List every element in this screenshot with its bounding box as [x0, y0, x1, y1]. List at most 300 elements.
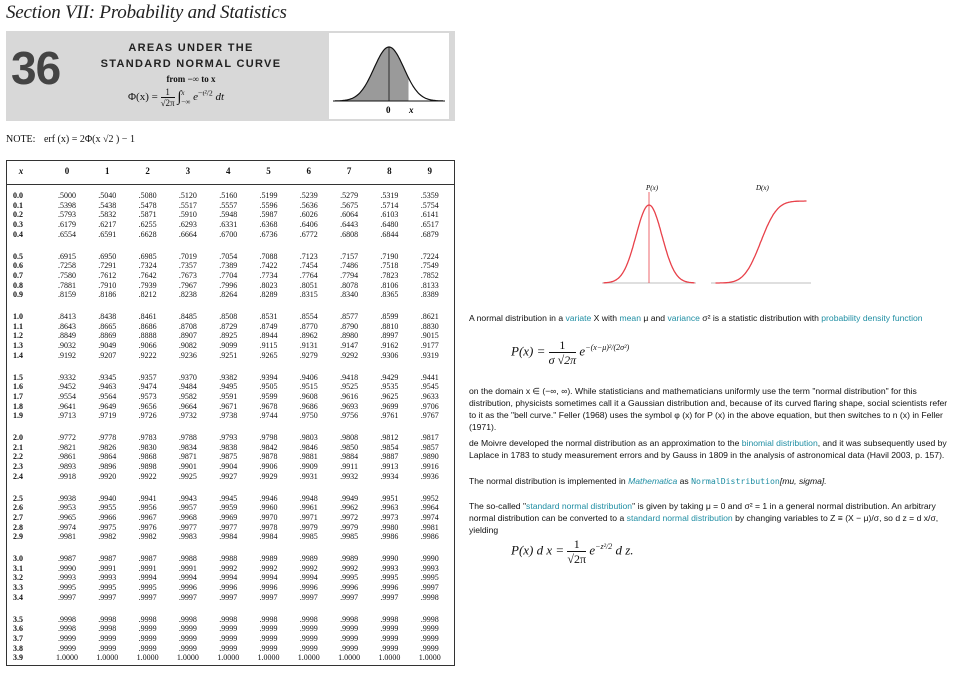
table-cell: .9850: [340, 442, 359, 452]
table-cell: .9968: [178, 512, 197, 522]
table-cell: .9974: [420, 512, 439, 522]
row-z-label: 1.2: [13, 331, 23, 341]
table-cell: .9265: [259, 350, 278, 360]
table-cell: .9599: [259, 391, 278, 401]
table-cell: .8599: [380, 312, 399, 321]
p3-text-a: de Moivre developed the normal distribution as an approximation to the: [469, 438, 742, 448]
table-cell: .8078: [340, 280, 359, 290]
table-cell: .9966: [98, 512, 117, 522]
pdf-formula-fraction: [549, 338, 577, 367]
table-cell: .9032: [58, 341, 76, 351]
table-cell: .8212: [138, 290, 157, 300]
table-cell: .8962: [299, 331, 318, 341]
table-cell: .9978: [259, 522, 278, 532]
table-cell: .5948: [219, 210, 238, 220]
table-cell: .9222: [138, 350, 157, 360]
table-cell: .9999: [259, 633, 278, 643]
row-z-label: 0.0: [13, 191, 23, 200]
table-cell: .5675: [340, 200, 359, 210]
table-cell: .9999: [259, 643, 278, 653]
table-cell: .7642: [138, 270, 157, 280]
std-formula-exp: −z²/2: [595, 542, 613, 552]
table-cell: .9999: [380, 643, 399, 653]
table-cell: .7258: [58, 261, 76, 271]
table-cell: .9920: [98, 471, 117, 481]
table-cell: .7852: [420, 270, 439, 280]
banner-formula: [128, 87, 224, 108]
table-cell: .9994: [219, 573, 238, 583]
table-cell: .5910: [178, 210, 197, 220]
table-cell: .9989: [340, 554, 359, 563]
table-cell: .5793: [58, 210, 76, 220]
row-z-label: 0.7: [13, 270, 23, 280]
table-cell: .9999: [340, 633, 359, 643]
table-cell: .8749: [259, 321, 278, 331]
table-cell: .9993: [98, 573, 117, 583]
table-cell: .9778: [98, 433, 117, 442]
table-cell: .6179: [58, 220, 76, 230]
table-cell: .7794: [340, 270, 359, 280]
normaldistribution-link[interactable]: NormalDistribution: [691, 476, 780, 486]
table-cell: .9686: [299, 401, 318, 411]
table-cell: .6950: [98, 251, 117, 261]
table-cell: .9998: [98, 624, 117, 634]
table-cell: .9772: [58, 433, 76, 442]
table-cell: .9812: [380, 433, 399, 442]
table-cell: .5438: [98, 200, 117, 210]
table-cell: .9997: [178, 592, 197, 602]
row-z-label: 1.5: [13, 372, 23, 382]
table-cell: .9922: [138, 471, 157, 481]
table-cell: .7518: [380, 261, 399, 271]
table-cell: .6879: [420, 229, 439, 239]
table-cell: .9207: [98, 350, 117, 360]
table-cell: .9884: [340, 452, 359, 462]
table-cell: .9999: [259, 624, 278, 634]
table-cell: .9945: [219, 493, 238, 503]
table-cell: .9463: [98, 382, 117, 392]
pdf-formula-den: σ √2π: [548, 353, 577, 367]
table-cell: .5398: [58, 200, 76, 210]
table-cell: .9798: [259, 433, 278, 442]
table-cell: .5636: [299, 200, 318, 210]
table-cell: .9997: [259, 592, 278, 602]
table-cell: .9608: [299, 391, 318, 401]
table-cell: .6554: [58, 229, 76, 239]
table-cell: .9998: [58, 614, 76, 624]
table-cell: .9868: [138, 452, 157, 462]
banner-title-line2: STANDARD NORMAL CURVE: [100, 58, 282, 70]
header-col-7: 7: [346, 166, 352, 176]
row-z-label: 1.7: [13, 391, 23, 401]
table-cell: .9957: [178, 503, 197, 513]
table-cell: .8186: [98, 290, 117, 300]
p1-text-c: μ and: [640, 313, 668, 323]
table-cell: .9147: [340, 341, 359, 351]
table-cell: .7734: [259, 270, 278, 280]
row-z-label: 0.8: [13, 280, 23, 290]
table-cell: .9706: [420, 401, 439, 411]
row-z-label: 2.1: [13, 442, 23, 452]
row-z-label: 0.5: [13, 251, 23, 261]
table-cell: .9998: [138, 614, 157, 624]
table-cell: .9767: [420, 411, 439, 421]
table-cell: .6103: [380, 210, 399, 220]
table-cell: .9474: [138, 382, 157, 392]
table-cell: .5596: [259, 200, 278, 210]
table-cell: .5160: [219, 191, 238, 200]
header-col-8: 8: [387, 166, 392, 176]
table-cell: .9999: [299, 643, 318, 653]
table-cell: .9996: [299, 583, 318, 593]
table-cell: .9983: [178, 532, 197, 542]
table-cell: .8686: [138, 321, 157, 331]
table-cell: .9956: [138, 503, 157, 513]
paragraph-domain: on the domain x ∈ (−∞, ∞). While statisticians and mathematicians uniformly use the term "normal distribution" for this distribution, physicists sometimes call it a Gaussian distribution and, because of its curved flaring shape, social scientists refer to it as the "bell curve." Feller (1968) uses the symbol φ (x) for P (x) in the above equation, but then switches to n (x) in Feller (1971).: [469, 386, 948, 432]
table-cell: .9964: [420, 503, 439, 513]
table-cell: .9955: [98, 503, 117, 513]
table-cell: .7190: [380, 251, 399, 261]
table-cell: .7823: [380, 270, 399, 280]
table-cell: .9525: [340, 382, 359, 392]
table-cell: .9875: [219, 452, 238, 462]
table-cell: .9495: [219, 382, 238, 392]
table-cell: .9980: [380, 522, 399, 532]
formula-denominator: √2π: [160, 98, 175, 108]
table-cell: .5080: [138, 191, 157, 200]
std-formula-dz: d z.: [615, 542, 634, 558]
table-cell: .8708: [178, 321, 197, 331]
table-cell: .9997: [380, 592, 399, 602]
row-z-label: 2.9: [13, 532, 23, 542]
table-cell: .9927: [219, 471, 238, 481]
row-z-label: 1.9: [13, 411, 23, 421]
table-cell: .9981: [58, 532, 76, 542]
row-z-label: 0.4: [13, 229, 23, 239]
table-cell: .9998: [58, 624, 76, 634]
paragraph-standard: [469, 500, 949, 536]
section-title: Section VII: Probability and Statistics: [6, 2, 287, 23]
table-cell: .9452: [58, 382, 76, 392]
table-cell: .6217: [98, 220, 117, 230]
table-cell: .9999: [380, 633, 399, 643]
p1-text-d: σ² is a statistic distribution with: [699, 313, 822, 323]
row-z-label: 3.8: [13, 643, 23, 653]
table-cell: .9992: [340, 563, 359, 573]
table-cell: .8389: [420, 290, 439, 300]
table-cell: .9864: [98, 452, 117, 462]
pdf-formula-lhs: P(x) =: [511, 343, 546, 359]
table-cell: .6443: [340, 220, 359, 230]
table-cell: .9382: [219, 372, 238, 382]
table-cell: .9838: [219, 442, 238, 452]
table-cell: .7291: [98, 261, 117, 271]
table-cell: .6026: [299, 210, 318, 220]
table-cell: .9999: [178, 643, 197, 653]
table-cell: .9893: [58, 462, 76, 472]
row-z-label: 1.6: [13, 382, 23, 392]
banner-title: [76, 40, 306, 72]
table-cell: .8665: [98, 321, 117, 331]
row-z-label: 2.4: [13, 471, 23, 481]
table-cell: .5714: [380, 200, 399, 210]
table-cell: .9554: [58, 391, 76, 401]
table-cell: .9821: [58, 442, 76, 452]
table-cell: .6985: [138, 251, 157, 261]
table-cell: .9991: [138, 563, 157, 573]
formula-fraction: [161, 87, 175, 108]
row-z-label: 2.0: [13, 433, 23, 442]
table-cell: .9965: [58, 512, 76, 522]
table-cell: .7389: [219, 261, 238, 271]
table-cell: .9484: [178, 382, 197, 392]
table-cell: .7673: [178, 270, 197, 280]
table-cell: .9994: [259, 573, 278, 583]
table-cell: .9015: [420, 331, 439, 341]
row-z-label: 1.1: [13, 321, 23, 331]
table-cell: .9948: [299, 493, 318, 503]
table-cell: .5279: [340, 191, 359, 200]
table-cell: .5557: [219, 200, 238, 210]
table-cell: .6772: [299, 229, 318, 239]
table-cell: .7881: [58, 280, 76, 290]
p4-text-b: as: [677, 476, 692, 486]
table-cell: .9973: [380, 512, 399, 522]
table-cell: .9719: [98, 411, 117, 421]
binomial-link[interactable]: binomial distribution: [741, 438, 818, 448]
table-cell: .9788: [178, 433, 197, 442]
pdf-label: P(x): [646, 184, 659, 192]
table-cell: .9988: [178, 554, 197, 563]
table-cell: .6064: [340, 210, 359, 220]
table-cell: .9940: [98, 493, 117, 503]
table-cell: .9292: [340, 350, 359, 360]
table-cell: .7224: [420, 251, 439, 261]
row-z-label: 1.0: [13, 312, 23, 321]
table-cell: .9808: [340, 433, 359, 442]
table-cell: .9987: [98, 554, 117, 563]
table-cell: .9981: [420, 522, 439, 532]
table-cell: .9929: [259, 471, 278, 481]
table-cell: 1.0000: [56, 653, 78, 663]
table-cell: .9982: [138, 532, 157, 542]
table-cell: .9997: [98, 592, 117, 602]
table-cell: .9911: [340, 462, 358, 472]
table-cell: .9999: [219, 624, 238, 634]
areas-table: [6, 160, 455, 666]
table-cell: .9678: [259, 401, 278, 411]
standard-normal-link[interactable]: standard normal distribution: [526, 501, 633, 511]
table-cell: .5239: [299, 191, 318, 200]
table-cell: .7549: [420, 261, 439, 271]
table-cell: .9693: [340, 401, 359, 411]
table-cell: .9985: [299, 532, 318, 542]
formula-exponent: −t²/2: [198, 88, 213, 98]
header-col-3: 3: [185, 166, 191, 176]
table-cell: .8997: [380, 331, 399, 341]
table-cell: .9992: [299, 563, 318, 573]
table-cell: .9990: [380, 554, 399, 563]
header-col-4: 4: [225, 166, 231, 176]
header-col-2: 2: [145, 166, 150, 176]
paragraph-definition: [469, 312, 949, 324]
table-cell: .9783: [138, 433, 157, 442]
table-cell: .9984: [259, 532, 278, 542]
table-cell: .9545: [420, 382, 439, 392]
row-z-label: 2.2: [13, 452, 23, 462]
table-cell: .8770: [299, 321, 318, 331]
row-z-label: 3.7: [13, 633, 23, 643]
p5-text-c: by changing variables to Z ≡ (X − μ)/σ, so d z = d x/σ, yielding: [469, 513, 939, 535]
table-cell: .7324: [138, 261, 157, 271]
table-cell: .9989: [299, 554, 318, 563]
table-cell: .9564: [98, 391, 117, 401]
mathematica-link[interactable]: Mathematica: [628, 476, 678, 486]
table-cell: 1.0000: [176, 653, 199, 663]
header-col-9: 9: [427, 166, 432, 176]
table-cell: .9881: [299, 452, 318, 462]
table-cell: .9974: [58, 522, 76, 532]
p1-text-a: A normal distribution in a: [469, 313, 566, 323]
pdf-link[interactable]: probability density function: [821, 313, 923, 323]
header-col-1: 1: [105, 166, 110, 176]
table-cell: .9986: [420, 532, 439, 542]
row-z-label: 3.5: [13, 614, 23, 624]
header-x: x: [18, 166, 24, 176]
table-cell: .9713: [58, 411, 76, 421]
table-cell: .8810: [380, 321, 399, 331]
mean-link[interactable]: mean: [619, 313, 641, 323]
variance-link[interactable]: variance: [667, 313, 700, 323]
table-cell: .9999: [178, 633, 197, 643]
row-z-label: 3.3: [13, 583, 23, 593]
pdf-formula-exp: −(x−μ)²/(2σ²): [585, 343, 630, 353]
table-cell: .5359: [420, 191, 439, 200]
table-cell: .8238: [178, 290, 197, 300]
row-z-label: 0.6: [13, 261, 23, 271]
table-cell: .9996: [380, 583, 399, 593]
table-cell: .9946: [259, 493, 278, 503]
table-cell: .9890: [420, 452, 439, 462]
table-cell: .9744: [259, 411, 278, 421]
row-z-label: 0.3: [13, 220, 23, 230]
p5-text-b: " is given by taking μ = 0 and σ² = 1 in a general normal distribution. An arbitrary normal distribution can be converted to a: [469, 501, 936, 523]
table-cell: .7939: [138, 280, 157, 290]
header-col-5: 5: [266, 166, 271, 176]
table-cell: .9995: [340, 573, 359, 583]
row-z-label: 0.2: [13, 210, 23, 220]
table-cell: .9099: [219, 341, 238, 351]
table-cell: .9938: [58, 493, 76, 503]
table-cell: .9987: [138, 554, 157, 563]
table-cell: .8869: [98, 331, 117, 341]
formula-numerator: 1: [161, 87, 175, 98]
table-cell: .9854: [380, 442, 399, 452]
row-z-label: 2.7: [13, 512, 23, 522]
table-cell: .9761: [380, 411, 399, 421]
table-cell: .9977: [219, 522, 238, 532]
table-cell: .9998: [98, 614, 117, 624]
table-cell: .9871: [178, 452, 197, 462]
table-cell: .5319: [380, 191, 399, 200]
table-cell: .9306: [380, 350, 399, 360]
std-formula-fraction: [567, 537, 586, 566]
table-cell: .9985: [340, 532, 359, 542]
integral-lower: −∞: [181, 97, 191, 106]
variate-link[interactable]: variate: [565, 313, 592, 323]
table-cell: .9319: [420, 350, 439, 360]
pdf-formula-num: 1: [549, 338, 577, 353]
integral-upper: x: [181, 88, 185, 97]
table-cell: .7486: [340, 261, 359, 271]
table-cell: .7357: [178, 261, 197, 271]
table-cell: .9997: [420, 583, 439, 593]
formula-e: e: [193, 91, 199, 104]
table-cell: .6517: [420, 220, 439, 230]
standard-normal-link-2[interactable]: standard normal distribution: [626, 513, 733, 523]
table-cell: .9961: [299, 503, 318, 513]
table-cell: .9999: [219, 643, 238, 653]
std-formula-den: √2π: [567, 552, 587, 566]
table-cell: .9999: [340, 624, 359, 634]
table-cell: .9505: [259, 382, 278, 392]
table-cell: .9418: [340, 372, 359, 382]
table-cell: .9990: [420, 554, 439, 563]
table-cell: .9999: [98, 633, 117, 643]
table-cell: .9996: [178, 583, 197, 593]
table-cell: .6331: [219, 220, 238, 230]
row-z-label: 3.1: [13, 563, 23, 573]
row-z-label: 3.6: [13, 624, 23, 634]
table-cell: .9332: [58, 372, 76, 382]
table-cell: .9999: [98, 643, 117, 653]
cdf-label: D(x): [756, 184, 769, 192]
table-cell: .9931: [299, 471, 318, 481]
table-cell: .9826: [98, 442, 117, 452]
table-cell: .7454: [299, 261, 318, 271]
row-z-label: 2.6: [13, 503, 23, 513]
paragraph-implementation: [469, 475, 949, 487]
table-cell: .9975: [98, 522, 117, 532]
table-cell: .8907: [178, 331, 197, 341]
table-cell: .9994: [138, 573, 157, 583]
table-cell: .6628: [138, 229, 157, 239]
table-cell: .9756: [340, 411, 359, 421]
table-cell: .9998: [340, 614, 359, 624]
table-cell: 1.0000: [257, 653, 280, 663]
table-cell: .6844: [380, 229, 399, 239]
table-cell: .5478: [138, 200, 157, 210]
table-cell: .9535: [380, 382, 399, 392]
table-cell: .9996: [340, 583, 359, 593]
table-cell: .9934: [380, 471, 399, 481]
table-cell: .7910: [98, 280, 117, 290]
row-z-label: 3.9: [13, 653, 23, 663]
table-number: 36: [11, 42, 61, 94]
table-cell: .9049: [98, 341, 117, 351]
table-cell: .9989: [259, 554, 278, 563]
table-cell: .6915: [58, 251, 76, 261]
table-cell: .9582: [178, 391, 197, 401]
note-line: [6, 134, 135, 145]
table-cell: .9991: [178, 563, 197, 573]
table-cell: .6664: [178, 229, 197, 239]
table-cell: .9817: [420, 433, 439, 442]
table-cell: .8023: [259, 280, 278, 290]
row-z-label: 3.4: [13, 592, 23, 602]
table-cell: .9959: [219, 503, 238, 513]
table-cell: .8577: [340, 312, 359, 321]
